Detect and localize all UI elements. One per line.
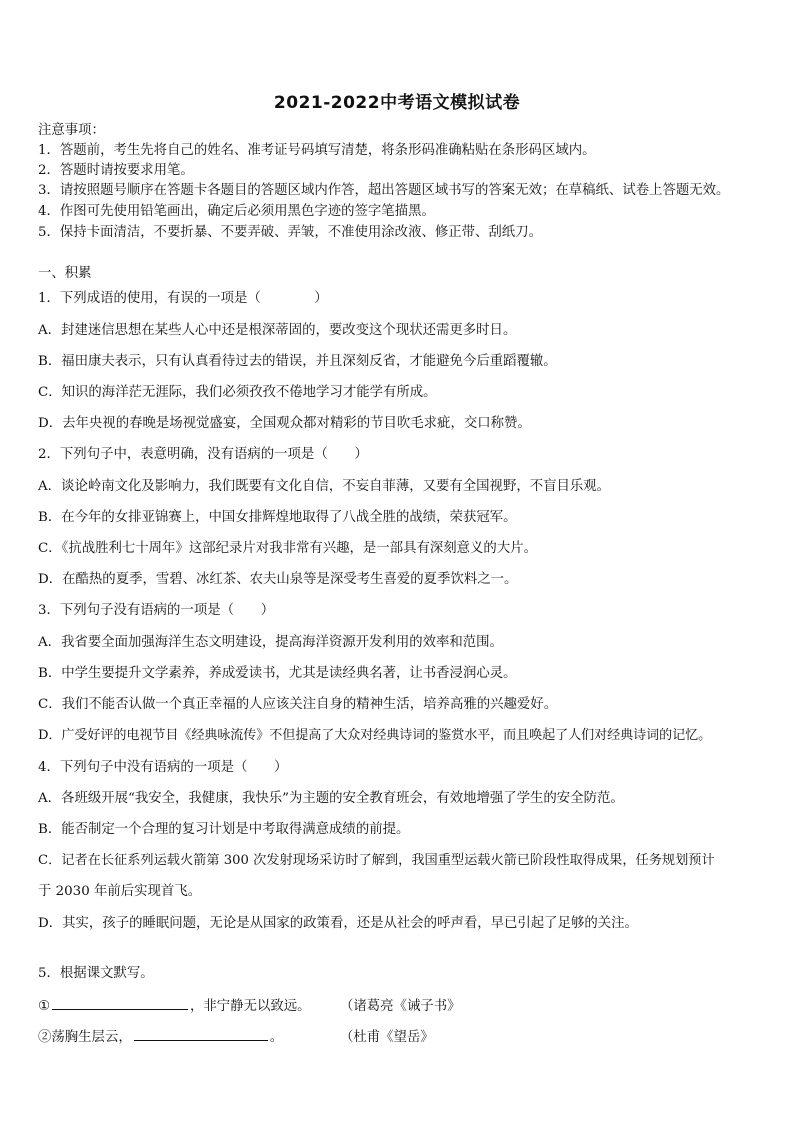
notice-item: 5．保持卡面清洁，不要折暴、不要弄破、弄皱，不准使用涂改液、修正带、刮纸刀。 xyxy=(38,225,542,240)
question-stem: 4．下列句子中没有语病的一项是（ ） xyxy=(38,760,288,775)
question-option-continued: 于 2030 年前后实现首飞。 xyxy=(38,884,202,899)
question-option: B．在今年的女排亚锦赛上，中国女排辉煌地取得了八战全胜的战绩，荣获冠军。 xyxy=(38,510,517,525)
dictation-source: （杜甫《望岳》 xyxy=(340,1030,434,1045)
question-option: B．中学生要提升文学素养，养成爱读书，尤其是读经典名著，让书香浸润心灵。 xyxy=(38,666,517,681)
question-option: D．去年央视的春晚是场视觉盛宴，全国观众都对精彩的节目吹毛求疵，交口称赞。 xyxy=(38,416,531,431)
question-option: C．知识的海洋茫无涯际，我们必须孜孜不倦地学习才能学有所成。 xyxy=(38,385,437,400)
question-stem: 5．根据课文默写。 xyxy=(38,966,154,981)
section-heading: 一、积累 xyxy=(38,266,92,281)
question-option: A．谈论岭南文化及影响力，我们既要有文化自信，不妄自菲薄，又要有全国视野，不盲目乐观。 xyxy=(38,479,611,494)
question-option: D．广受好评的电视节目《经典咏流传》不但提高了大众对经典诗词的鉴赏水平，而且唤起了人们对经典诗词的记忆。 xyxy=(38,728,712,743)
page-title: 2021-2022中考语文模拟试卷 xyxy=(273,93,521,113)
question-option: C．《抗战胜利七十周年》这部纪录片对我非常有兴趣，是一部具有深刻意义的大片。 xyxy=(38,541,537,556)
question-option: C．记者在长征系列运载火箭第 300 次发射现场采访时了解到，我国重型运载火箭已阶段性取得成果，任务规划预计 xyxy=(38,853,715,868)
dictation-text: 。 xyxy=(269,1030,284,1045)
notice-item: 3．请按照题号顺序在答题卡各题目的答题区域内作答，超出答题区域书写的答案无效；在草稿纸、试卷上答题无效。 xyxy=(38,183,730,198)
answer-blank[interactable] xyxy=(134,1039,268,1041)
notice-item: 2．答题时请按要求用笔。 xyxy=(38,163,194,178)
dictation-source: （诸葛亮《诫子书》 xyxy=(340,999,461,1014)
question-stem: 3．下列句子没有语病的一项是（ ） xyxy=(38,603,275,618)
question-option: D．其实，孩子的睡眠问题，无论是从国家的政策看，还是从社会的呼声看，早已引起了足够的关注。 xyxy=(38,916,638,931)
question-option: D．在酷热的夏季，雪碧、冰红茶、农夫山泉等是深受考生喜爱的夏季饮料之一。 xyxy=(38,572,518,587)
question-option: C．我们不能否认做一个真正幸福的人应该关注自身的精神生活，培养高雅的兴趣爱好。 xyxy=(38,697,558,712)
dictation-prefix: ① xyxy=(38,999,51,1014)
notice-item: 1．答题前，考生先将自己的姓名、准考证号码填写清楚，将条形码准确粘贴在条形码区域内。 xyxy=(38,143,596,158)
dictation-text: ，非宁静无以致远。 xyxy=(190,999,311,1014)
dictation-prefix: ②荡胸生层云， xyxy=(38,1030,132,1045)
question-option: A．封建迷信思想在某些人心中还是根深蒂固的，要改变这个现状还需更多时日。 xyxy=(38,323,517,338)
dictation-line-1 xyxy=(38,1000,311,1013)
dictation-line-2 xyxy=(38,1031,283,1044)
notice-item: 4．作图可先使用铅笔画出，确定后必须用黑色字迹的签字笔描黑。 xyxy=(38,204,435,219)
question-option: A．各班级开展“我安全，我健康，我快乐”为主题的安全教育班会，有效地增强了学生的安全防范。 xyxy=(38,791,624,806)
question-stem: 1．下列成语的使用，有误的一项是（ ） xyxy=(38,291,328,306)
question-option: B．福田康夫表示，只有认真看待过去的错误，并且深刻反省，才能避免今后重蹈覆辙。 xyxy=(38,354,557,369)
question-option: B．能否制定一个合理的复习计划是中考取得满意成绩的前提。 xyxy=(38,822,410,837)
question-option: A．我省要全面加强海洋生态文明建设，提高海洋资源开发利用的效率和范围。 xyxy=(38,635,503,650)
question-stem: 2．下列句子中，表意明确，没有语病的一项是（ ） xyxy=(38,447,368,462)
answer-blank[interactable] xyxy=(52,1008,188,1010)
notice-heading: 注意事项： xyxy=(38,123,105,138)
